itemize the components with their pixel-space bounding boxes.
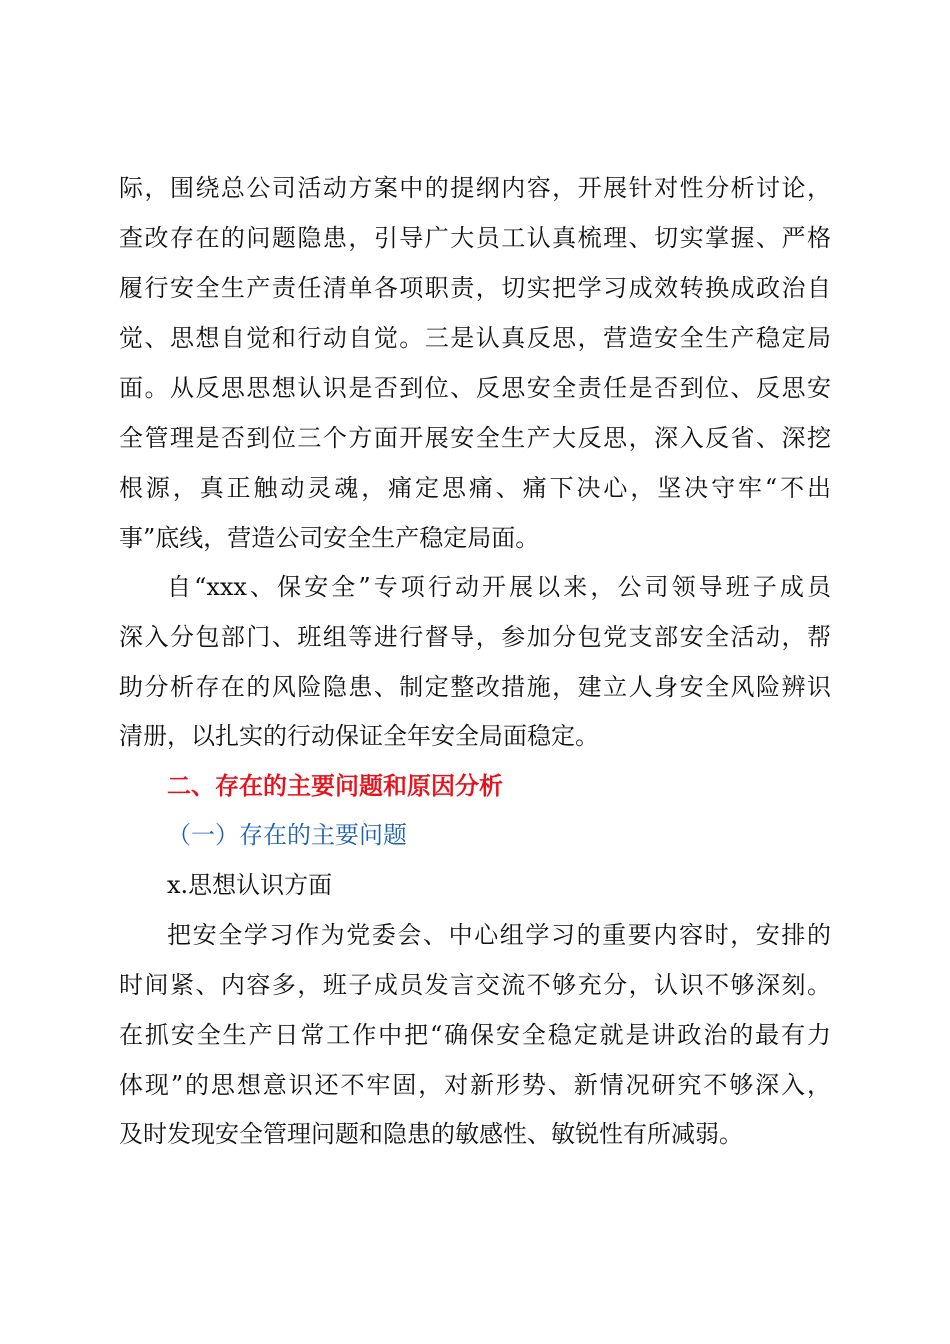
paragraph-1-line-8: 事”底线，营造公司安全生产稳定局面。 [119, 524, 540, 552]
section-heading: 二、存在的主要问题和原因分析 [167, 772, 503, 800]
subsection-heading: （一）存在的主要问题 [167, 821, 407, 849]
paragraph-2-line-2: 深入分包部门、班组等进行督导，参加分包党支部安全活动，帮 [119, 623, 831, 651]
paragraph-3-line-1: 把安全学习作为党委会、中心组学习的重要内容时，安排的 [167, 921, 831, 949]
paragraph-3-line-5: 及时发现安全管理问题和隐患的敏感性、敏锐性有所减弱。 [119, 1120, 743, 1148]
item-heading: x.思想认识方面 [167, 871, 333, 899]
paragraph-1-line-3: 履行安全生产责任清单各项职责，切实把学习成效转换成政治自 [119, 274, 831, 302]
paragraph-2-line-1: 自“xxx、保安全”专项行动开展以来，公司领导班子成员 [167, 573, 831, 601]
paragraph-1-line-1: 际，围绕总公司活动方案中的提纲内容，开展针对性分析讨论， [119, 174, 831, 202]
paragraph-1-line-6: 全管理是否到位三个方面开展安全生产大反思，深入反省、深挖 [119, 424, 831, 452]
paragraph-1-line-4: 觉、思想自觉和行动自觉。三是认真反思，营造安全生产稳定局 [119, 324, 831, 352]
paragraph-2-line-3: 助分析存在的风险隐患、制定整改措施，建立人身安全风险辨识 [119, 673, 831, 701]
paragraph-1-line-7: 根源，真正触动灵魂，痛定思痛、痛下决心，坚决守牢“不出 [119, 474, 831, 502]
paragraph-3-line-2: 时间紧、内容多，班子成员发言交流不够充分，认识不够深刻。 [119, 971, 831, 999]
paragraph-3-line-3: 在抓安全生产日常工作中把“确保安全稳定就是讲政治的最有力 [119, 1021, 831, 1049]
paragraph-2-line-4: 清册，以扎实的行动保证全年安全局面稳定。 [119, 722, 599, 750]
paragraph-3-line-4: 体现”的思想意识还不牢固，对新形势、新情况研究不够深入， [119, 1071, 831, 1099]
paragraph-1-line-5: 面。从反思思想认识是否到位、反思安全责任是否到位、反思安 [119, 374, 831, 402]
paragraph-1-line-2: 查改存在的问题隐患，引导广大员工认真梳理、切实掌握、严格 [119, 224, 831, 252]
